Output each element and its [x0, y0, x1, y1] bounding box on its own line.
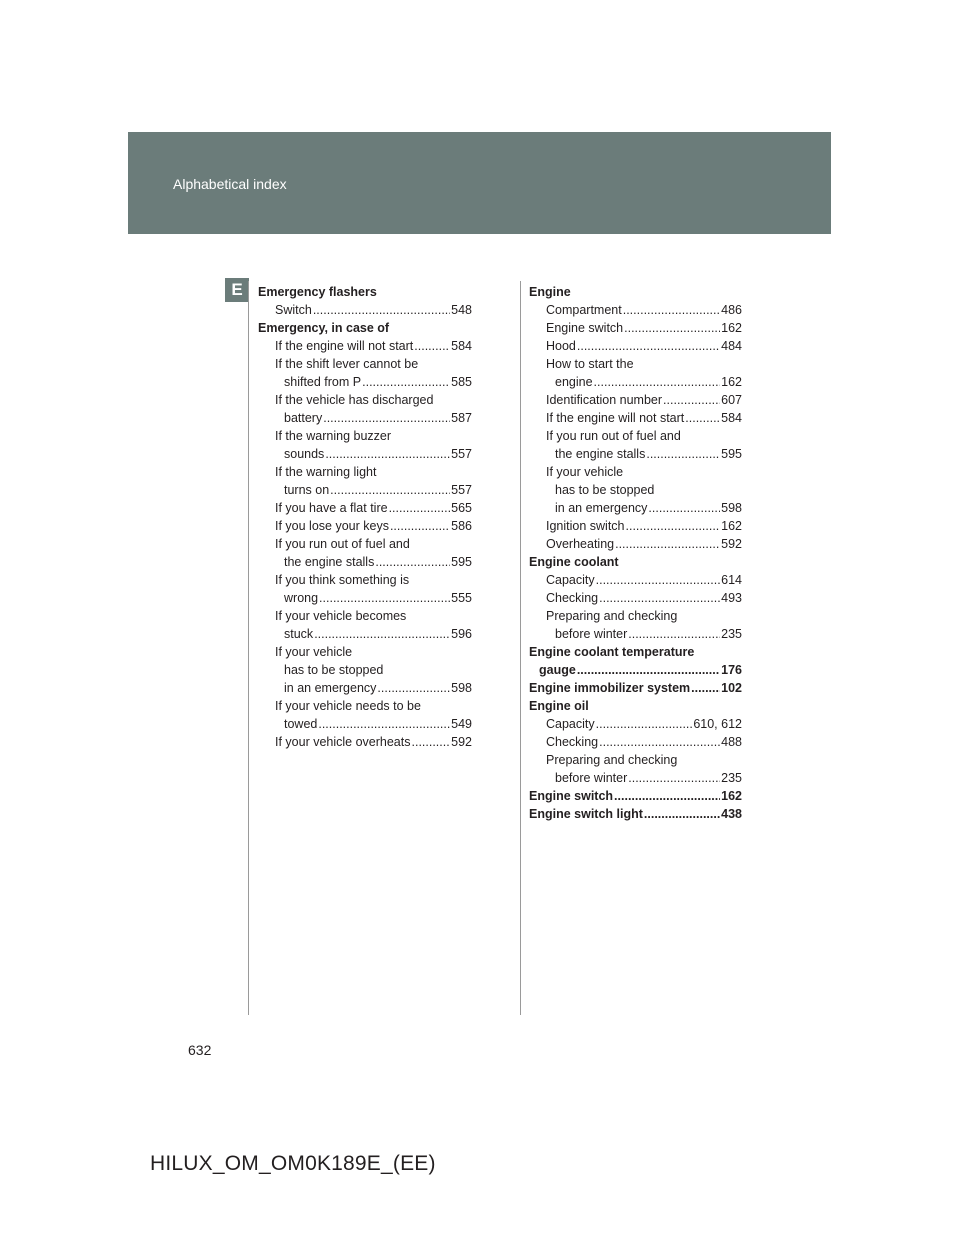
- dot-leader: [648, 499, 720, 517]
- index-entry-text: If you run out of fuel and: [546, 429, 681, 443]
- dot-leader: [389, 499, 451, 517]
- dot-leader: [375, 553, 450, 571]
- index-entry: [258, 391, 472, 409]
- header-title: Alphabetical index: [173, 176, 287, 192]
- index-entry-text: wrong: [284, 591, 319, 605]
- index-entry: [529, 427, 742, 445]
- index-entry: [529, 373, 742, 391]
- index-entry-text: If your vehicle: [546, 465, 624, 479]
- dot-leader: [599, 589, 720, 607]
- index-entry-page[interactable]: 585: [451, 375, 472, 389]
- index-entry-text: Engine coolant: [529, 555, 619, 569]
- index-entry-text: sounds: [284, 447, 325, 461]
- index-entry: [529, 499, 742, 517]
- index-entry: [258, 733, 472, 751]
- index-entry-text: If the shift lever cannot be: [275, 357, 419, 371]
- index-entry-page[interactable]: 484: [721, 339, 742, 353]
- index-entry-text: Ignition switch: [546, 519, 625, 533]
- index-entry-text: How to start the: [546, 357, 634, 371]
- dot-leader: [624, 319, 720, 337]
- dot-leader: [377, 679, 450, 697]
- index-entry-text: has to be stopped: [284, 663, 384, 677]
- index-entry-page[interactable]: 162: [721, 375, 742, 389]
- index-entry: [529, 463, 742, 481]
- dot-leader: [644, 805, 720, 823]
- dot-leader: [577, 661, 720, 679]
- index-entry-page[interactable]: 557: [451, 483, 472, 497]
- index-entry-text: If the warning light: [275, 465, 377, 479]
- index-entry-text: If you run out of fuel and: [275, 537, 410, 551]
- index-entry-text: If your vehicle: [275, 645, 353, 659]
- index-entry-page[interactable]: 614: [721, 573, 742, 587]
- index-entry-text: towed: [284, 717, 318, 731]
- index-entry: [529, 535, 742, 553]
- left-column-divider: [248, 281, 249, 1015]
- index-entry: [529, 409, 742, 427]
- dot-leader: [685, 409, 720, 427]
- index-entry-text: before winter: [555, 771, 628, 785]
- index-entry: [258, 553, 472, 571]
- index-entry: [529, 805, 742, 823]
- index-entry: [258, 301, 472, 319]
- dot-leader: [615, 535, 720, 553]
- index-entry-page[interactable]: 592: [451, 735, 472, 749]
- index-entry-page[interactable]: 595: [451, 555, 472, 569]
- index-entry-text: stuck: [284, 627, 314, 641]
- index-entry-page[interactable]: 586: [451, 519, 472, 533]
- document-code: HILUX_OM_OM0K189E_(EE): [150, 1152, 436, 1175]
- section-letter-tab: E: [225, 278, 249, 302]
- index-entry: [258, 571, 472, 589]
- dot-leader: [577, 337, 720, 355]
- index-entry-text: Capacity: [546, 573, 595, 587]
- index-entry: [258, 517, 472, 535]
- index-entry-text: Checking: [546, 591, 599, 605]
- index-entry: [258, 715, 472, 733]
- index-entry-text: Identification number: [546, 393, 663, 407]
- dot-leader: [626, 517, 721, 535]
- index-entry-text: Preparing and checking: [546, 609, 678, 623]
- index-entry: [529, 355, 742, 373]
- dot-leader: [599, 733, 720, 751]
- index-entry: [529, 661, 742, 679]
- index-entry: [258, 337, 472, 355]
- index-entry-text: in an emergency: [284, 681, 377, 695]
- index-entry: [529, 679, 742, 697]
- index-entry-page[interactable]: 607: [721, 393, 742, 407]
- index-entry-page[interactable]: 584: [721, 411, 742, 425]
- index-entry: [258, 445, 472, 463]
- index-entry-page[interactable]: 176: [721, 663, 742, 677]
- index-entry: [529, 301, 742, 319]
- index-entry: [258, 283, 472, 301]
- index-entry: [529, 733, 742, 751]
- index-entry: [258, 697, 472, 715]
- index-entry: [258, 535, 472, 553]
- index-entry-page[interactable]: 162: [721, 321, 742, 335]
- index-entry-text: the engine stalls: [284, 555, 375, 569]
- index-entry-text: Switch: [275, 303, 312, 317]
- index-entry-text: If the warning buzzer: [275, 429, 392, 443]
- dot-leader: [594, 373, 721, 391]
- dot-leader: [330, 481, 450, 499]
- index-entry: [529, 589, 742, 607]
- index-entry-text: If the engine will not start: [546, 411, 685, 425]
- index-entry-page[interactable]: 162: [721, 789, 742, 803]
- dot-leader: [313, 301, 450, 319]
- dot-leader: [390, 517, 450, 535]
- dot-leader: [596, 571, 721, 589]
- dot-leader: [318, 715, 450, 733]
- index-entry-page[interactable]: 486: [721, 303, 742, 317]
- dot-leader: [614, 787, 720, 805]
- index-entry: [529, 787, 742, 805]
- index-entry-page[interactable]: 587: [451, 411, 472, 425]
- index-entry: [529, 445, 742, 463]
- index-entry-text: Emergency flashers: [258, 285, 377, 299]
- index-entry: [529, 517, 742, 535]
- index-entry: [529, 391, 742, 409]
- index-entry-text: the engine stalls: [555, 447, 646, 461]
- index-entry-text: Capacity: [546, 717, 595, 731]
- index-column-left: [258, 283, 472, 751]
- index-entry-text: Engine: [529, 285, 571, 299]
- index-entry: [258, 409, 472, 427]
- index-entry-text: Engine oil: [529, 699, 589, 713]
- index-entry-page[interactable]: 548: [451, 303, 472, 317]
- index-column-right: [529, 283, 742, 823]
- index-entry-page[interactable]: 595: [721, 447, 742, 461]
- index-entry-page[interactable]: 598: [721, 501, 742, 515]
- index-entry-text: before winter: [555, 627, 628, 641]
- index-entry-text: engine: [555, 375, 593, 389]
- index-entry-text: If the vehicle has discharged: [275, 393, 434, 407]
- index-entry: [258, 481, 472, 499]
- dot-leader: [412, 733, 451, 751]
- center-column-divider: [520, 281, 521, 1015]
- dot-leader: [362, 373, 450, 391]
- index-entry-text: If the engine will not start: [275, 339, 414, 353]
- index-entry-text: Checking: [546, 735, 599, 749]
- index-entry-page[interactable]: 493: [721, 591, 742, 605]
- index-entry-page[interactable]: 565: [451, 501, 472, 515]
- index-entry: [258, 661, 472, 679]
- index-entry-page[interactable]: 584: [451, 339, 472, 353]
- index-entry: [529, 697, 742, 715]
- index-entry-text: Emergency, in case of: [258, 321, 390, 335]
- dot-leader: [646, 445, 720, 463]
- index-entry: [529, 319, 742, 337]
- index-entry-text: shifted from P: [284, 375, 362, 389]
- index-entry: [529, 571, 742, 589]
- index-entry-text: Compartment: [546, 303, 622, 317]
- dot-leader: [323, 409, 450, 427]
- index-entry-page[interactable]: 235: [721, 771, 742, 785]
- index-entry: [258, 427, 472, 445]
- index-entry: [529, 625, 742, 643]
- dot-leader: [596, 715, 693, 733]
- index-entry-page[interactable]: 596: [451, 627, 472, 641]
- dot-leader: [623, 301, 720, 319]
- index-entry-text: If you think something is: [275, 573, 410, 587]
- index-entry-page[interactable]: 557: [451, 447, 472, 461]
- index-entry: [529, 607, 742, 625]
- index-entry-page[interactable]: 162: [721, 519, 742, 533]
- index-entry: [529, 751, 742, 769]
- index-entry-page[interactable]: 592: [721, 537, 742, 551]
- index-entry: [529, 283, 742, 301]
- index-entry-text: If your vehicle overheats: [275, 735, 411, 749]
- index-entry-text: If you lose your keys: [275, 519, 389, 533]
- index-entry: [258, 589, 472, 607]
- index-entry-page[interactable]: 102: [721, 681, 742, 695]
- index-entry: [529, 481, 742, 499]
- index-entry-page[interactable]: 549: [451, 717, 472, 731]
- dot-leader: [663, 391, 720, 409]
- index-entry-text: If your vehicle needs to be: [275, 699, 421, 713]
- index-entry: [529, 643, 742, 661]
- dot-leader: [319, 589, 450, 607]
- index-entry: [258, 607, 472, 625]
- index-entry: [258, 625, 472, 643]
- index-entry: [258, 373, 472, 391]
- index-entry-text: Hood: [546, 339, 576, 353]
- index-entry-text: battery: [284, 411, 323, 425]
- index-entry: [258, 463, 472, 481]
- index-entry-page[interactable]: 488: [721, 735, 742, 749]
- index-entry-text: Engine switch: [529, 789, 614, 803]
- index-entry: [529, 715, 742, 733]
- dot-leader: [628, 769, 720, 787]
- index-entry: [258, 679, 472, 697]
- index-entry: [529, 769, 742, 787]
- index-entry: [258, 355, 472, 373]
- index-entry-text: in an emergency: [555, 501, 648, 515]
- index-entry: [529, 553, 742, 571]
- index-entry-page[interactable]: 610, 612: [693, 717, 742, 731]
- index-entry-text: gauge: [539, 663, 576, 677]
- index-entry-text: Engine switch light: [529, 807, 643, 821]
- index-entry-page[interactable]: 235: [721, 627, 742, 641]
- index-entry: [258, 499, 472, 517]
- dot-leader: [314, 625, 450, 643]
- index-entry-page[interactable]: 555: [451, 591, 472, 605]
- dot-leader: [691, 679, 720, 697]
- dot-leader: [414, 337, 450, 355]
- index-entry-page[interactable]: 438: [721, 807, 742, 821]
- index-entry-text: Engine coolant temperature: [529, 645, 695, 659]
- index-entry-text: If your vehicle becomes: [275, 609, 407, 623]
- index-entry-text: Overheating: [546, 537, 615, 551]
- dot-leader: [628, 625, 720, 643]
- index-entry: [258, 319, 472, 337]
- index-entry-text: turns on: [284, 483, 330, 497]
- index-entry: [258, 643, 472, 661]
- page-number: 632: [188, 1042, 212, 1058]
- index-entry-text: Engine immobilizer system: [529, 681, 691, 695]
- index-entry-text: Preparing and checking: [546, 753, 678, 767]
- dot-leader: [325, 445, 450, 463]
- page-header: [128, 132, 831, 234]
- index-entry-text: has to be stopped: [555, 483, 655, 497]
- index-entry-text: If you have a flat tire: [275, 501, 388, 515]
- index-entry-text: Engine switch: [546, 321, 624, 335]
- index-entry: [529, 337, 742, 355]
- index-entry-page[interactable]: 598: [451, 681, 472, 695]
